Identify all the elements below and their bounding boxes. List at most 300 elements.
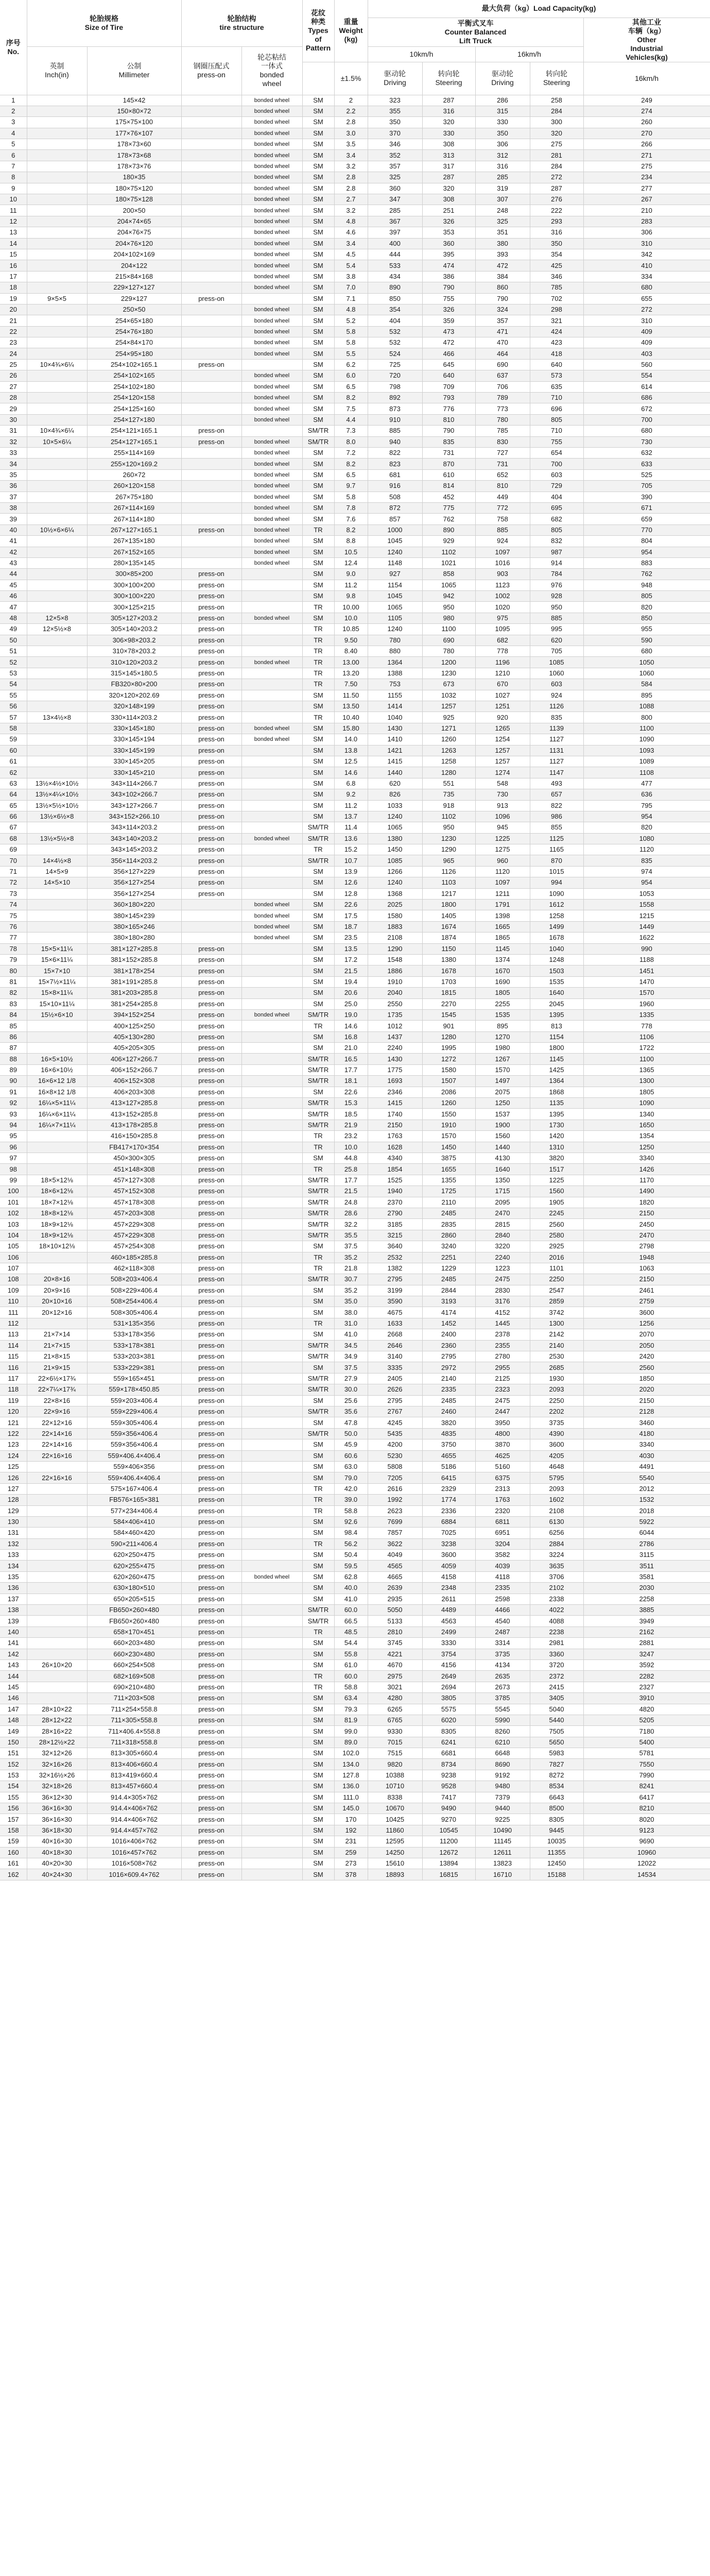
cell-inch: 13½×5½×8: [27, 833, 87, 844]
cell-pattern: TR: [302, 1252, 334, 1263]
cell-steering-10: 4158: [422, 1571, 475, 1582]
cell-weight: 13.9: [334, 866, 368, 877]
cell-steering-16: 424: [530, 326, 583, 337]
cell-driving-10: 3335: [368, 1362, 422, 1373]
cell-industrial-16: 525: [583, 469, 710, 480]
cell-inch: 18×9×12⅛: [27, 1219, 87, 1230]
cell-steering-10: 2329: [422, 1483, 475, 1494]
cell-press-on: press-on: [181, 1495, 241, 1505]
cell-steering-16: 1040: [530, 943, 583, 954]
cell-steering-10: 1570: [422, 1131, 475, 1142]
cell-press-on: press-on: [181, 701, 241, 711]
cell-industrial-16: 2759: [583, 1296, 710, 1307]
cell-press-on: [181, 370, 241, 381]
cell-driving-16: 637: [475, 370, 530, 381]
cell-bonded: bonded wheel: [241, 436, 302, 447]
table-row: [0, 712, 710, 723]
cell-industrial-16: 1080: [583, 833, 710, 844]
cell-driving-10: 4221: [368, 1649, 422, 1659]
table-row: [0, 1505, 710, 1516]
cell-inch: [27, 117, 87, 128]
cell-driving-10: 2240: [368, 1043, 422, 1054]
cell-pattern: SM: [302, 1516, 334, 1527]
cell-no: 33: [0, 448, 27, 459]
cell-bonded: [241, 1131, 302, 1142]
cell-steering-10: 950: [422, 822, 475, 833]
cell-no: 94: [0, 1120, 27, 1130]
cell-inch: [27, 888, 87, 899]
cell-weight: 79.3: [334, 1704, 368, 1715]
cell-steering-16: 950: [530, 602, 583, 613]
cell-bonded: bonded wheel: [241, 393, 302, 403]
cell-industrial-16: 954: [583, 877, 710, 888]
cell-driving-16: 315: [475, 106, 530, 116]
cell-bonded: [241, 866, 302, 877]
cell-steering-10: 316: [422, 106, 475, 116]
cell-driving-16: 1210: [475, 668, 530, 679]
cell-weight: 61.0: [334, 1659, 368, 1670]
cell-steering-16: 222: [530, 205, 583, 216]
cell-driving-10: 1992: [368, 1495, 422, 1505]
cell-driving-10: 872: [368, 502, 422, 513]
cell-no: 135: [0, 1571, 27, 1582]
cell-mm: 330×145×180: [87, 723, 181, 734]
header-speed-16: 16km/h: [475, 46, 583, 62]
cell-press-on: press-on: [181, 1516, 241, 1527]
cell-driving-16: 1016: [475, 557, 530, 568]
cell-steering-10: 473: [422, 326, 475, 337]
cell-industrial-16: 410: [583, 260, 710, 271]
cell-no: 4: [0, 128, 27, 139]
cell-inch: 20×8×16: [27, 1274, 87, 1285]
cell-weight: 13.00: [334, 657, 368, 668]
cell-press-on: [181, 282, 241, 293]
cell-industrial-16: 590: [583, 635, 710, 646]
table-row: [0, 1009, 710, 1020]
cell-industrial-16: 2327: [583, 1682, 710, 1692]
table-row: [0, 933, 710, 943]
cell-mm: 690×210×480: [87, 1682, 181, 1692]
cell-press-on: press-on: [181, 1285, 241, 1296]
table-row: [0, 943, 710, 954]
cell-bonded: [241, 1461, 302, 1472]
table-row: [0, 1461, 710, 1472]
cell-press-on: press-on: [181, 1208, 241, 1218]
cell-press-on: [181, 381, 241, 392]
cell-industrial-16: 310: [583, 238, 710, 249]
cell-pattern: TR: [302, 524, 334, 535]
cell-driving-16: 4039: [475, 1561, 530, 1571]
cell-bonded: [241, 1715, 302, 1725]
cell-steering-10: 1452: [422, 1318, 475, 1329]
cell-press-on: [181, 414, 241, 425]
cell-pattern: SM: [302, 1649, 334, 1659]
cell-steering-10: 353: [422, 227, 475, 238]
cell-press-on: press-on: [181, 866, 241, 877]
cell-mm: 1016×457×762: [87, 1847, 181, 1858]
cell-pattern: SM: [302, 304, 334, 315]
cell-no: 153: [0, 1770, 27, 1781]
cell-press-on: press-on: [181, 822, 241, 833]
cell-pattern: SM: [302, 1472, 334, 1483]
cell-no: 56: [0, 701, 27, 711]
cell-industrial-16: 1532: [583, 1495, 710, 1505]
cell-inch: [27, 1031, 87, 1042]
cell-press-on: press-on: [181, 1043, 241, 1054]
cell-inch: [27, 150, 87, 161]
cell-inch: 22×14×16: [27, 1428, 87, 1439]
cell-steering-10: 4174: [422, 1307, 475, 1318]
cell-industrial-16: 1100: [583, 723, 710, 734]
cell-industrial-16: 1470: [583, 976, 710, 987]
cell-industrial-16: 3247: [583, 1649, 710, 1659]
cell-weight: 21.8: [334, 1263, 368, 1274]
cell-industrial-16: 1089: [583, 756, 710, 767]
cell-mm: 559×178×450.85: [87, 1384, 181, 1395]
cell-driving-16: 758: [475, 514, 530, 524]
cell-no: 86: [0, 1031, 27, 1042]
cell-no: 69: [0, 844, 27, 855]
cell-mm: 204×122: [87, 260, 181, 271]
cell-steering-10: 1815: [422, 988, 475, 998]
cell-steering-10: 4655: [422, 1450, 475, 1461]
cell-driving-16: 924: [475, 536, 530, 547]
cell-inch: 15×5×11¼: [27, 943, 87, 954]
cell-driving-16: 6648: [475, 1748, 530, 1759]
cell-driving-10: 1854: [368, 1164, 422, 1175]
cell-mm: 178×73×76: [87, 161, 181, 172]
cell-pattern: SM: [302, 976, 334, 987]
cell-weight: 18.5: [334, 1109, 368, 1120]
cell-industrial-16: 778: [583, 1021, 710, 1031]
cell-no: 127: [0, 1483, 27, 1494]
table-row: [0, 1131, 710, 1142]
cell-industrial-16: 2020: [583, 1384, 710, 1395]
table-row: [0, 1351, 710, 1362]
cell-driving-10: 1105: [368, 613, 422, 623]
cell-mm: 343×140×203.2: [87, 833, 181, 844]
cell-bonded: [241, 668, 302, 679]
cell-pattern: SM: [302, 238, 334, 249]
cell-no: 101: [0, 1197, 27, 1208]
cell-press-on: press-on: [181, 624, 241, 635]
cell-driving-10: 434: [368, 271, 422, 282]
cell-inch: [27, 844, 87, 855]
cell-pattern: SM/TR: [302, 1076, 334, 1087]
cell-steering-16: 4648: [530, 1461, 583, 1472]
cell-press-on: [181, 216, 241, 227]
cell-industrial-16: 820: [583, 822, 710, 833]
cell-pattern: SM: [302, 1417, 334, 1428]
cell-steering-10: 317: [422, 161, 475, 172]
cell-steering-10: 6415: [422, 1472, 475, 1483]
cell-weight: 12.8: [334, 888, 368, 899]
cell-driving-10: 18893: [368, 1869, 422, 1880]
cell-no: 53: [0, 668, 27, 679]
cell-pattern: SM: [302, 1847, 334, 1858]
cell-driving-10: 880: [368, 646, 422, 657]
cell-industrial-16: 2258: [583, 1594, 710, 1604]
cell-driving-16: 357: [475, 315, 530, 326]
cell-steering-16: 418: [530, 348, 583, 359]
cell-driving-10: 2550: [368, 998, 422, 1009]
cell-mm: 204×74×65: [87, 216, 181, 227]
cell-driving-10: 3590: [368, 1296, 422, 1307]
cell-mm: 305×127×203.2: [87, 613, 181, 623]
cell-inch: [27, 1505, 87, 1516]
cell-mm: 381×127×285.8: [87, 943, 181, 954]
cell-bonded: [241, 712, 302, 723]
cell-inch: [27, 933, 87, 943]
cell-mm: 250×50: [87, 304, 181, 315]
table-row: [0, 1373, 710, 1384]
cell-weight: 60.0: [334, 1605, 368, 1616]
cell-pattern: TR: [302, 657, 334, 668]
cell-driving-16: 1097: [475, 547, 530, 557]
cell-steering-16: 10035: [530, 1836, 583, 1847]
cell-pattern: SM: [302, 1792, 334, 1803]
cell-bonded: bonded wheel: [241, 1009, 302, 1020]
cell-bonded: [241, 822, 302, 833]
cell-no: 154: [0, 1781, 27, 1792]
cell-no: 44: [0, 569, 27, 580]
cell-no: 66: [0, 811, 27, 822]
cell-mm: 406×152×266.7: [87, 1064, 181, 1075]
cell-steering-10: 1217: [422, 888, 475, 899]
cell-bonded: bonded wheel: [241, 150, 302, 161]
cell-steering-10: 2972: [422, 1362, 475, 1373]
cell-steering-10: 3330: [422, 1638, 475, 1649]
cell-steering-16: 2547: [530, 1285, 583, 1296]
cell-industrial-16: 277: [583, 183, 710, 194]
cell-bonded: [241, 1594, 302, 1604]
cell-steering-16: 1131: [530, 745, 583, 756]
header-load-capacity: 最大负荷（kg）Load Capacity(kg): [368, 0, 710, 18]
cell-industrial-16: 2150: [583, 1208, 710, 1218]
cell-driving-10: 927: [368, 569, 422, 580]
table-row: [0, 1759, 710, 1770]
cell-no: 122: [0, 1428, 27, 1439]
cell-steering-16: 976: [530, 580, 583, 590]
cell-inch: 26×10×20: [27, 1659, 87, 1670]
cell-no: 14: [0, 238, 27, 249]
cell-inch: [27, 580, 87, 590]
cell-bonded: [241, 1064, 302, 1075]
cell-no: 63: [0, 778, 27, 789]
cell-driving-10: 1910: [368, 976, 422, 987]
cell-bonded: [241, 624, 302, 635]
cell-inch: [27, 469, 87, 480]
cell-weight: 12.6: [334, 877, 368, 888]
cell-pattern: SM: [302, 1307, 334, 1318]
cell-driving-16: 1980: [475, 1043, 530, 1054]
cell-pattern: SM: [302, 1759, 334, 1770]
cell-pattern: SM: [302, 172, 334, 183]
cell-steering-16: 682: [530, 514, 583, 524]
cell-press-on: press-on: [181, 1120, 241, 1130]
cell-mm: 381×203×285.8: [87, 988, 181, 998]
table-row: [0, 1021, 710, 1031]
cell-inch: [27, 139, 87, 150]
cell-steering-16: 1258: [530, 910, 583, 921]
cell-no: 110: [0, 1296, 27, 1307]
cell-weight: 13.5: [334, 943, 368, 954]
cell-bonded: [241, 1197, 302, 1208]
cell-industrial-16: 3910: [583, 1693, 710, 1704]
cell-steering-10: 2835: [422, 1219, 475, 1230]
cell-pattern: SM: [302, 1836, 334, 1847]
cell-bonded: [241, 591, 302, 602]
cell-driving-16: 1715: [475, 1186, 530, 1197]
cell-steering-10: 918: [422, 800, 475, 811]
cell-driving-16: 1440: [475, 1142, 530, 1153]
cell-press-on: press-on: [181, 1450, 241, 1461]
cell-mm: 559×406.4×406.4: [87, 1472, 181, 1483]
table-row: [0, 1219, 710, 1230]
cell-driving-16: 2378: [475, 1329, 530, 1340]
cell-steering-10: 13894: [422, 1858, 475, 1869]
header-inch: 英制 Inch(in): [27, 46, 87, 95]
table-row: [0, 502, 710, 513]
cell-driving-10: 2626: [368, 1384, 422, 1395]
cell-bonded: [241, 1439, 302, 1450]
cell-no: 64: [0, 789, 27, 800]
cell-steering-16: 1420: [530, 1131, 583, 1142]
cell-pattern: SM: [302, 315, 334, 326]
cell-industrial-16: 1088: [583, 701, 710, 711]
header-steering-16: 转向轮 Steering: [530, 62, 583, 95]
table-row: [0, 1483, 710, 1494]
cell-steering-10: 10545: [422, 1825, 475, 1836]
cell-pattern: SM: [302, 745, 334, 756]
cell-steering-10: 2335: [422, 1384, 475, 1395]
cell-weight: 231: [334, 1836, 368, 1847]
cell-no: 137: [0, 1594, 27, 1604]
cell-pattern: TR: [302, 1142, 334, 1153]
table-row: [0, 1109, 710, 1120]
cell-weight: 35.2: [334, 1252, 368, 1263]
cell-inch: [27, 569, 87, 580]
cell-mm: 204×102×169: [87, 249, 181, 260]
cell-steering-16: 1678: [530, 933, 583, 943]
cell-driving-16: 3220: [475, 1241, 530, 1252]
cell-industrial-16: 2560: [583, 1362, 710, 1373]
cell-inch: [27, 1263, 87, 1274]
cell-no: 91: [0, 1087, 27, 1097]
cell-steering-16: 287: [530, 183, 583, 194]
cell-inch: [27, 514, 87, 524]
cell-weight: 111.0: [334, 1792, 368, 1803]
cell-bonded: bonded wheel: [241, 448, 302, 459]
cell-driving-10: 1240: [368, 547, 422, 557]
cell-driving-10: 857: [368, 514, 422, 524]
cell-weight: 21.0: [334, 1043, 368, 1054]
cell-steering-16: 695: [530, 502, 583, 513]
cell-driving-16: 312: [475, 150, 530, 161]
cell-pattern: SM: [302, 117, 334, 128]
cell-inch: [27, 1594, 87, 1604]
cell-pattern: SM/TR: [302, 1064, 334, 1075]
cell-driving-16: 1805: [475, 988, 530, 998]
cell-industrial-16: 1449: [583, 921, 710, 932]
cell-mm: 508×203×406.4: [87, 1274, 181, 1285]
table-row: [0, 1450, 710, 1461]
cell-mm: 381×191×285.8: [87, 976, 181, 987]
cell-driving-10: 2646: [368, 1340, 422, 1351]
cell-driving-16: 2470: [475, 1208, 530, 1218]
cell-bonded: [241, 1285, 302, 1296]
cell-driving-10: 360: [368, 183, 422, 194]
cell-pattern: SM: [302, 1450, 334, 1461]
cell-driving-16: 1267: [475, 1054, 530, 1064]
cell-driving-10: 1065: [368, 822, 422, 833]
cell-industrial-16: 1053: [583, 888, 710, 899]
cell-weight: 3.2: [334, 205, 368, 216]
cell-mm: 508×254×406.4: [87, 1296, 181, 1307]
cell-weight: 273: [334, 1858, 368, 1869]
cell-driving-16: 1535: [475, 1009, 530, 1020]
cell-no: 22: [0, 326, 27, 337]
cell-pattern: SM: [302, 988, 334, 998]
cell-press-on: [181, 910, 241, 921]
cell-inch: [27, 106, 87, 116]
cell-press-on: [181, 326, 241, 337]
cell-no: 131: [0, 1528, 27, 1538]
table-row: [0, 1164, 710, 1175]
cell-pattern: SM: [302, 502, 334, 513]
cell-mm: 620×250×475: [87, 1550, 181, 1561]
cell-driving-10: 1000: [368, 524, 422, 535]
cell-pattern: SM/TR: [302, 1384, 334, 1395]
cell-mm: 813×406×660.4: [87, 1759, 181, 1770]
cell-steering-10: 1507: [422, 1076, 475, 1087]
cell-steering-10: 790: [422, 426, 475, 436]
cell-bonded: bonded wheel: [241, 933, 302, 943]
cell-driving-16: 1145: [475, 943, 530, 954]
cell-steering-10: 6241: [422, 1737, 475, 1748]
cell-no: 142: [0, 1649, 27, 1659]
cell-driving-10: 720: [368, 370, 422, 381]
cell-driving-16: 682: [475, 635, 530, 646]
cell-steering-16: 603: [530, 469, 583, 480]
cell-pattern: SM/TR: [302, 1605, 334, 1616]
cell-pattern: SM: [302, 1869, 334, 1880]
cell-mm: 343×114×203.2: [87, 822, 181, 833]
cell-weight: 31.0: [334, 1318, 368, 1329]
cell-industrial-16: 3340: [583, 1153, 710, 1164]
cell-industrial-16: 8241: [583, 1781, 710, 1792]
cell-press-on: [181, 536, 241, 547]
cell-steering-16: 700: [530, 459, 583, 469]
cell-industrial-16: 7180: [583, 1726, 710, 1737]
table-row: [0, 249, 710, 260]
cell-steering-10: 690: [422, 635, 475, 646]
cell-bonded: [241, 1142, 302, 1153]
cell-industrial-16: 1365: [583, 1064, 710, 1075]
cell-weight: 16.8: [334, 1031, 368, 1042]
cell-steering-16: 1395: [530, 1109, 583, 1120]
cell-driving-16: 895: [475, 1021, 530, 1031]
table-row: [0, 1031, 710, 1042]
cell-driving-10: 1380: [368, 833, 422, 844]
cell-press-on: press-on: [181, 1175, 241, 1185]
cell-weight: 25.8: [334, 1164, 368, 1175]
cell-driving-16: 1398: [475, 910, 530, 921]
cell-pattern: SM: [302, 381, 334, 392]
cell-bonded: [241, 1087, 302, 1097]
cell-steering-16: 785: [530, 282, 583, 293]
cell-driving-16: 3582: [475, 1550, 530, 1561]
